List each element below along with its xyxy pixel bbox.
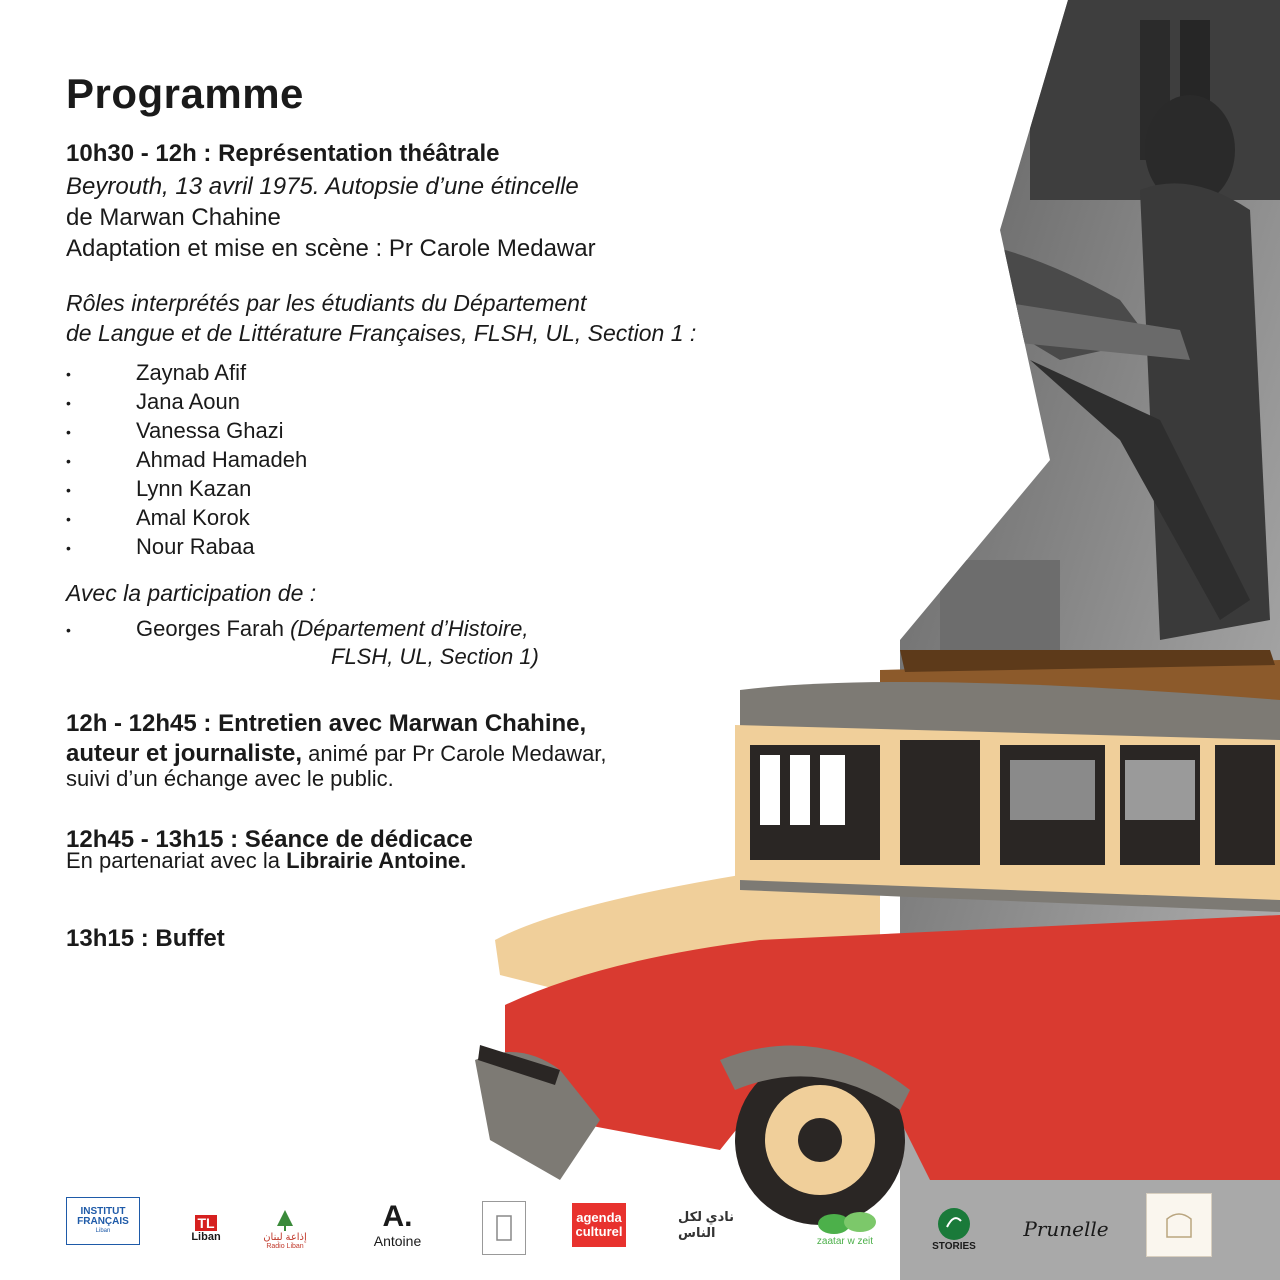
student-item xyxy=(66,418,284,444)
antoine-logo: A. Antoine xyxy=(373,1200,422,1249)
radio-liban-logo: إذاعة لبنان Radio Liban xyxy=(260,1203,310,1255)
zaatar-logo: zaatar w zeit xyxy=(808,1203,882,1253)
stories-icon xyxy=(937,1207,971,1241)
bullet-symbol: • xyxy=(66,482,71,499)
roles-intro-line1: Rôles interprétés par les étudiants du Département xyxy=(66,290,587,316)
agenda-culturel-logo: agenda culturel xyxy=(572,1203,626,1247)
bullet-symbol: • xyxy=(66,453,71,470)
session1-title: 10h30 - 12h : Représentation théâtrale xyxy=(66,140,500,167)
session2-rest: animé par Pr Carole Medawar, xyxy=(302,741,607,766)
student-name: Nour Rabaa xyxy=(136,534,255,559)
play-title: Beyrouth, 13 avril 1975. Autopsie d’une étincelle xyxy=(66,173,579,200)
participant-dept: (Département d’Histoire, xyxy=(290,616,529,641)
student-name: Amal Korok xyxy=(136,505,250,530)
student-name: Ahmad Hamadeh xyxy=(136,447,308,472)
nadi-logo: نادي لكل الناس xyxy=(678,1209,735,1240)
student-name: Lynn Kazan xyxy=(136,476,252,501)
partner-bold: Librairie Antoine. xyxy=(286,848,467,873)
session4-title: 13h15 : Buffet xyxy=(66,925,225,952)
student-name: Jana Aoun xyxy=(136,389,240,414)
prunelle-logo: Prunelle xyxy=(1023,1217,1109,1241)
session2-line2 xyxy=(66,740,607,768)
session2-title: 12h - 12h45 : Entretien avec Marwan Chahine, xyxy=(66,710,587,737)
stories-logo: STORIES xyxy=(926,1201,982,1257)
participant-name: Georges Farah xyxy=(136,616,284,641)
bullet-symbol: • xyxy=(66,366,71,383)
roles-intro-line2: de Langue et de Littérature Françaises, FLSH, UL, Section 1 : xyxy=(66,320,697,346)
participant-item xyxy=(66,616,529,642)
bullet-symbol: • xyxy=(66,511,71,528)
session2-line3: suivi d’un échange avec le public. xyxy=(66,766,394,791)
student-name: Vanessa Ghazi xyxy=(136,418,284,443)
bullet-symbol: • xyxy=(66,622,71,639)
book-logo xyxy=(482,1201,526,1255)
cedar-icon xyxy=(273,1208,297,1232)
student-item xyxy=(66,389,240,415)
play-author: de Marwan Chahine xyxy=(66,204,281,231)
student-item xyxy=(66,447,307,473)
tl-liban-logo: TL Liban xyxy=(191,1215,221,1243)
play-adaptation: Adaptation et mise en scène : Pr Carole Medawar xyxy=(66,235,596,262)
participant-dept-line2: FLSH, UL, Section 1) xyxy=(331,644,539,669)
ornament-logo xyxy=(1146,1193,1212,1257)
ornament-icon xyxy=(1161,1207,1197,1243)
student-name: Zaynab Afif xyxy=(136,360,247,385)
student-item xyxy=(66,534,255,560)
bullet-symbol: • xyxy=(66,540,71,557)
institut-francais-logo: INSTITUT FRANÇAIS Liban xyxy=(66,1197,140,1245)
session3-partner xyxy=(66,848,466,874)
bullet-symbol: • xyxy=(66,395,71,412)
sponsor-logos xyxy=(0,1185,1280,1280)
student-item xyxy=(66,476,251,502)
leaf-icon xyxy=(812,1210,878,1236)
student-item xyxy=(66,360,246,386)
participation-intro: Avec la participation de : xyxy=(66,580,317,606)
page-title: Programme xyxy=(66,70,304,117)
session2-bold: auteur et journaliste, xyxy=(66,740,303,767)
partner-prefix: En partenariat avec la xyxy=(66,848,287,873)
bullet-symbol: • xyxy=(66,424,71,441)
session3-title: 12h45 - 13h15 : Séance de dédicace xyxy=(66,826,473,853)
book-icon xyxy=(494,1213,514,1243)
student-item xyxy=(66,505,250,531)
